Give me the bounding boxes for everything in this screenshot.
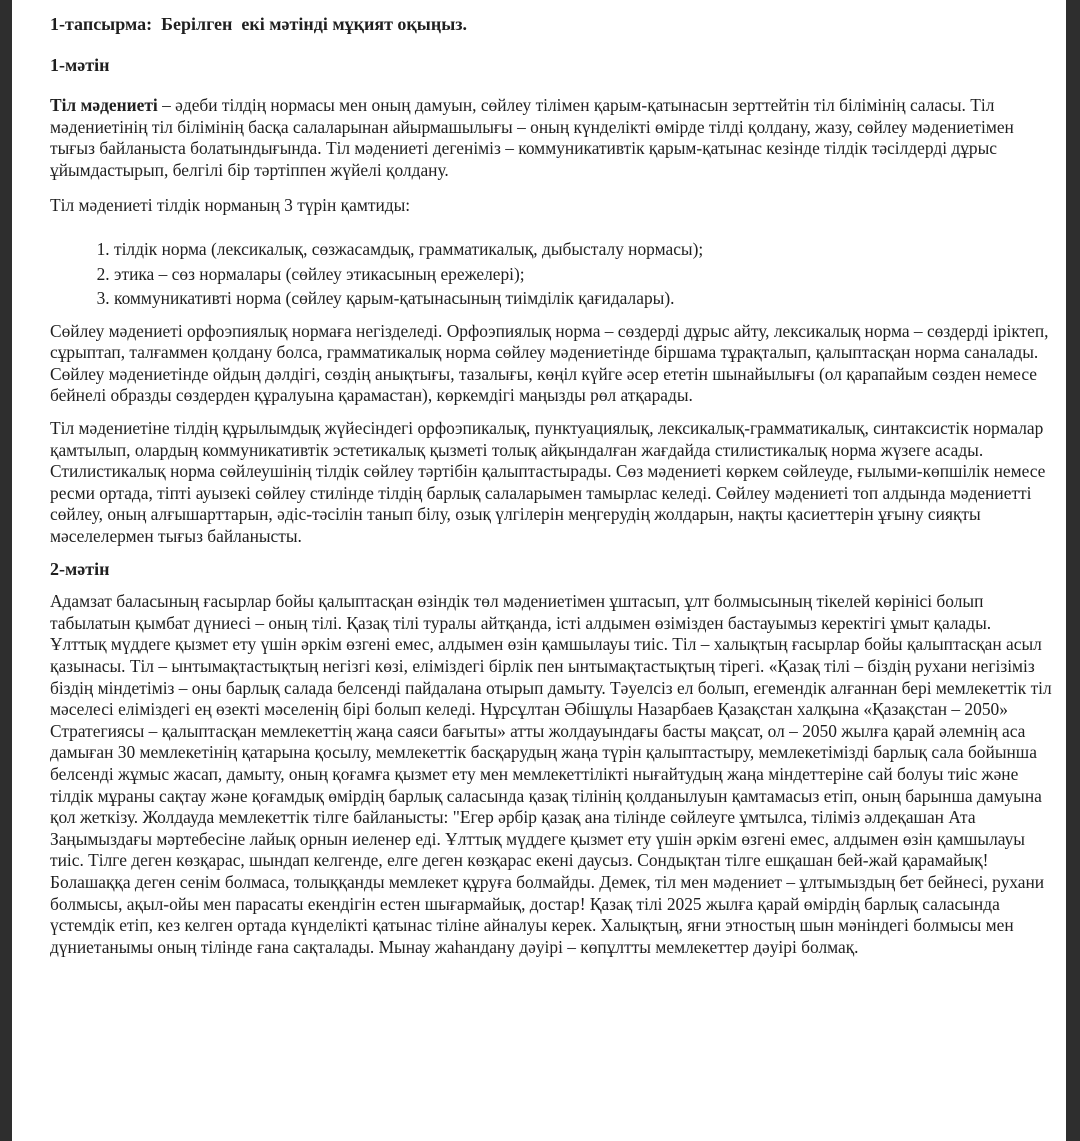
document-content <box>50 14 1052 969</box>
text2-heading: 2-мәтін <box>50 558 110 579</box>
text1-paragraph-stylistics: Тіл мәдениетіне тілдің құрылымдық жүйесіндегі орфоэпикалық, пунктуациялық, лексикалық-грамматикалық, синтаксистік нормалар қамтылып, олардың коммуникативтік эстетикалық қызметі толық айқындалған жағдайда стилистикалық норма жүзеге асады. Стилистикалық норма сөйлеушінің тілдік сөйлеу тәртібін қалыптастырады. Сөз мәдениеті көркем сөйлеуде, ғылыми-көпшілік немесе ресми ортада, тіпті ауызекі сөйлеу стилінде тілдің барлық салаларымен тамырлас келеді. Сөйлеу мәдениеті топ алдында мәдениетті сөйлеу, оның алғышарттарын, әдіс-тәсілін танып білу, озық үлгілерін меңгерудің жолдарын, нақты қасиеттерін ұғыну сияқты мәселелермен тығыз байланысты. <box>50 418 1046 546</box>
text1-paragraph-definition-text: – әдеби тілдің нормасы мен оның дамуын, сөйлеу тілімен қарым-қатынасын зерттейтін тіл білімінің саласы. Тіл мәдениетінің тіл білімінің басқа салаларынан айырмашылығы – оның күнделікті өмірде тілді қолдану, жазу, сөйлеу мәдениетімен тығыз байланыста болатындығында. Тіл мәдениеті дегеніміз – коммуникативтік қарым-қатынас кезінде тілдік тәсілдерді дұрыс ұйымдастырып, белгілі бір тәртіппен жүйелі қолдану. <box>50 95 1014 180</box>
text1-paragraph-orthoepy: Сөйлеу мәдениеті орфоэпиялық нормаға негізделеді. Орфоэпиялық норма – сөздерді дұрыс айту, лексикалық норма – сөздерді іріктеп, сұрыптап, талғаммен қолдану болса, грамматикалық норма сөйлеу мәдениетінде біршама тұрақталып, қалыптасқан норма саналады. Сөйлеу мәдениетінде ойдың дәлдігі, сөздің анықтығы, тазалығы, көңіл күйге әсер ететін шынайылығы (ол қарапайым сөзден немесе бейнелі образды сөздерден құралуына қарамастан), көркемдігі маңызды рөл атқарады. <box>50 320 1049 406</box>
document-page <box>12 0 1066 1141</box>
text2-paragraph: Адамзат баласының ғасырлар бойы қалыптасқан өзіндік төл мәдениетімен ұштасып, ұлт болмысының тікелей көрінісі болып табылатын қымбат дүниесі – оның тілі. Қазақ тілі туралы айтқанда, істі алдымен өзімізден бастауымыз керектігі ұмыт қалады. Ұлттық мүддеге қызмет ету үшін әркім өзгені емес, алдымен өзін қамшылауы тиіс. Тіл – халықтың ғасырлар бойы қалыптасқан асыл қазынасы. Тіл – ынтымақтастықтың негізгі көзі, еліміздегі бірлік пен ынтымақтастықтың тірегі. «Қазақ тілі – біздің рухани негізіміз біздің міндетіміз – оны барлық салада белсенді пайдалана отырып дамыту. Тәуелсіз ел болып, егемендік алғаннан бері мемлекеттік тіл мәселесі еліміздегі ең өзекті мәселенің бірі болып келеді. Нұрсұлтан Әбішұлы Назарбаев Қазақстан халқына «Қазақстан – 2050» Стратегиясы – қалыптасқан мемлекеттің жаңа саяси бағыты» атты жолдауындағы басты мақсат, ол – 2050 жылға қарай әлемнің аса дамыған 30 мемлекетінің қатарына қосылу, мемлекеттік басқарудың жаңа түрін қалыптастыру, мемлекетімізді барлық сала бойынша белсенді жұмыс жасап, дамыту, оның қоғамға қызмет ету мен мемлекеттілікті нығайтудың жаңа міндеттеріне сай болуы тиіс және тілдік мұраны сақтау және қоғамдық өмірдің барлық саласында қазақ тілінің қолданылуын қамтамасыз етіп, оның барынша дамуына қол жеткізу. Жолдауда мемлекеттік тілге байланысты: "Егер әрбір қазақ ана тілінде сөйлеуге ұмтылса, тіліміз әлдеқашан Ата Заңымыздағы мәртебесіне лайық орнын иеленер еді. Ұлттық мүддеге қызмет ету үшін әркім өзгені емес, алдымен өзін қамшылауы тиіс. Тілге деген көзқарас, шындап келгенде, елге деген көзқарас екені даусыз. Сондықтан тілге ешқашан бей-жай қарамайық! Болашаққа деген сенім болмаса, толыққанды мемлекет құруға болмайды. Демек, тіл мен мәдениет – ұлтымыздың бет бейнесі, рухани болмысы, ақыл-ойы мен парасаты екендігін естен шығармайық, достар! Қазақ тілі 2025 жылға қарай өмірдің барлық саласында үстемдік етіп, кез келген ортада күнделікті қатынас тіліне айналуы керек. Халықтың, яғни этностың шын мәніндегі болмысы мен дүниетанымы оның тілінде ғана сақталады. Мынау жаһандану дәуірі – көпұлтты мемлекеттер дәуірі болмақ. <box>50 591 1052 957</box>
list-item: 1. тілдік норма (лексикалық, сөзжасамдық, грамматикалық, дыбысталу нормасы); <box>114 237 1052 262</box>
list-item: 2. этика – сөз нормалары (сөйлеу этикасының ережелері); <box>114 262 1052 287</box>
text1-paragraph-definition <box>50 95 1052 181</box>
text1-list-intro: Тіл мәдениеті тілдік норманың 3 түрін қамтиды: <box>50 194 411 215</box>
task-title: 1-тапсырма: Берілген екі мәтінді мұқият оқыңыз. <box>50 14 467 34</box>
list-item: 3. коммуникативті норма (сөйлеу қарым-қатынасының тиімділік қағидалары). <box>114 286 1052 311</box>
term-language-culture: Тіл мәдениеті <box>50 95 158 116</box>
norm-types-list <box>50 237 1052 311</box>
text1-heading: 1-мәтін <box>50 54 110 75</box>
